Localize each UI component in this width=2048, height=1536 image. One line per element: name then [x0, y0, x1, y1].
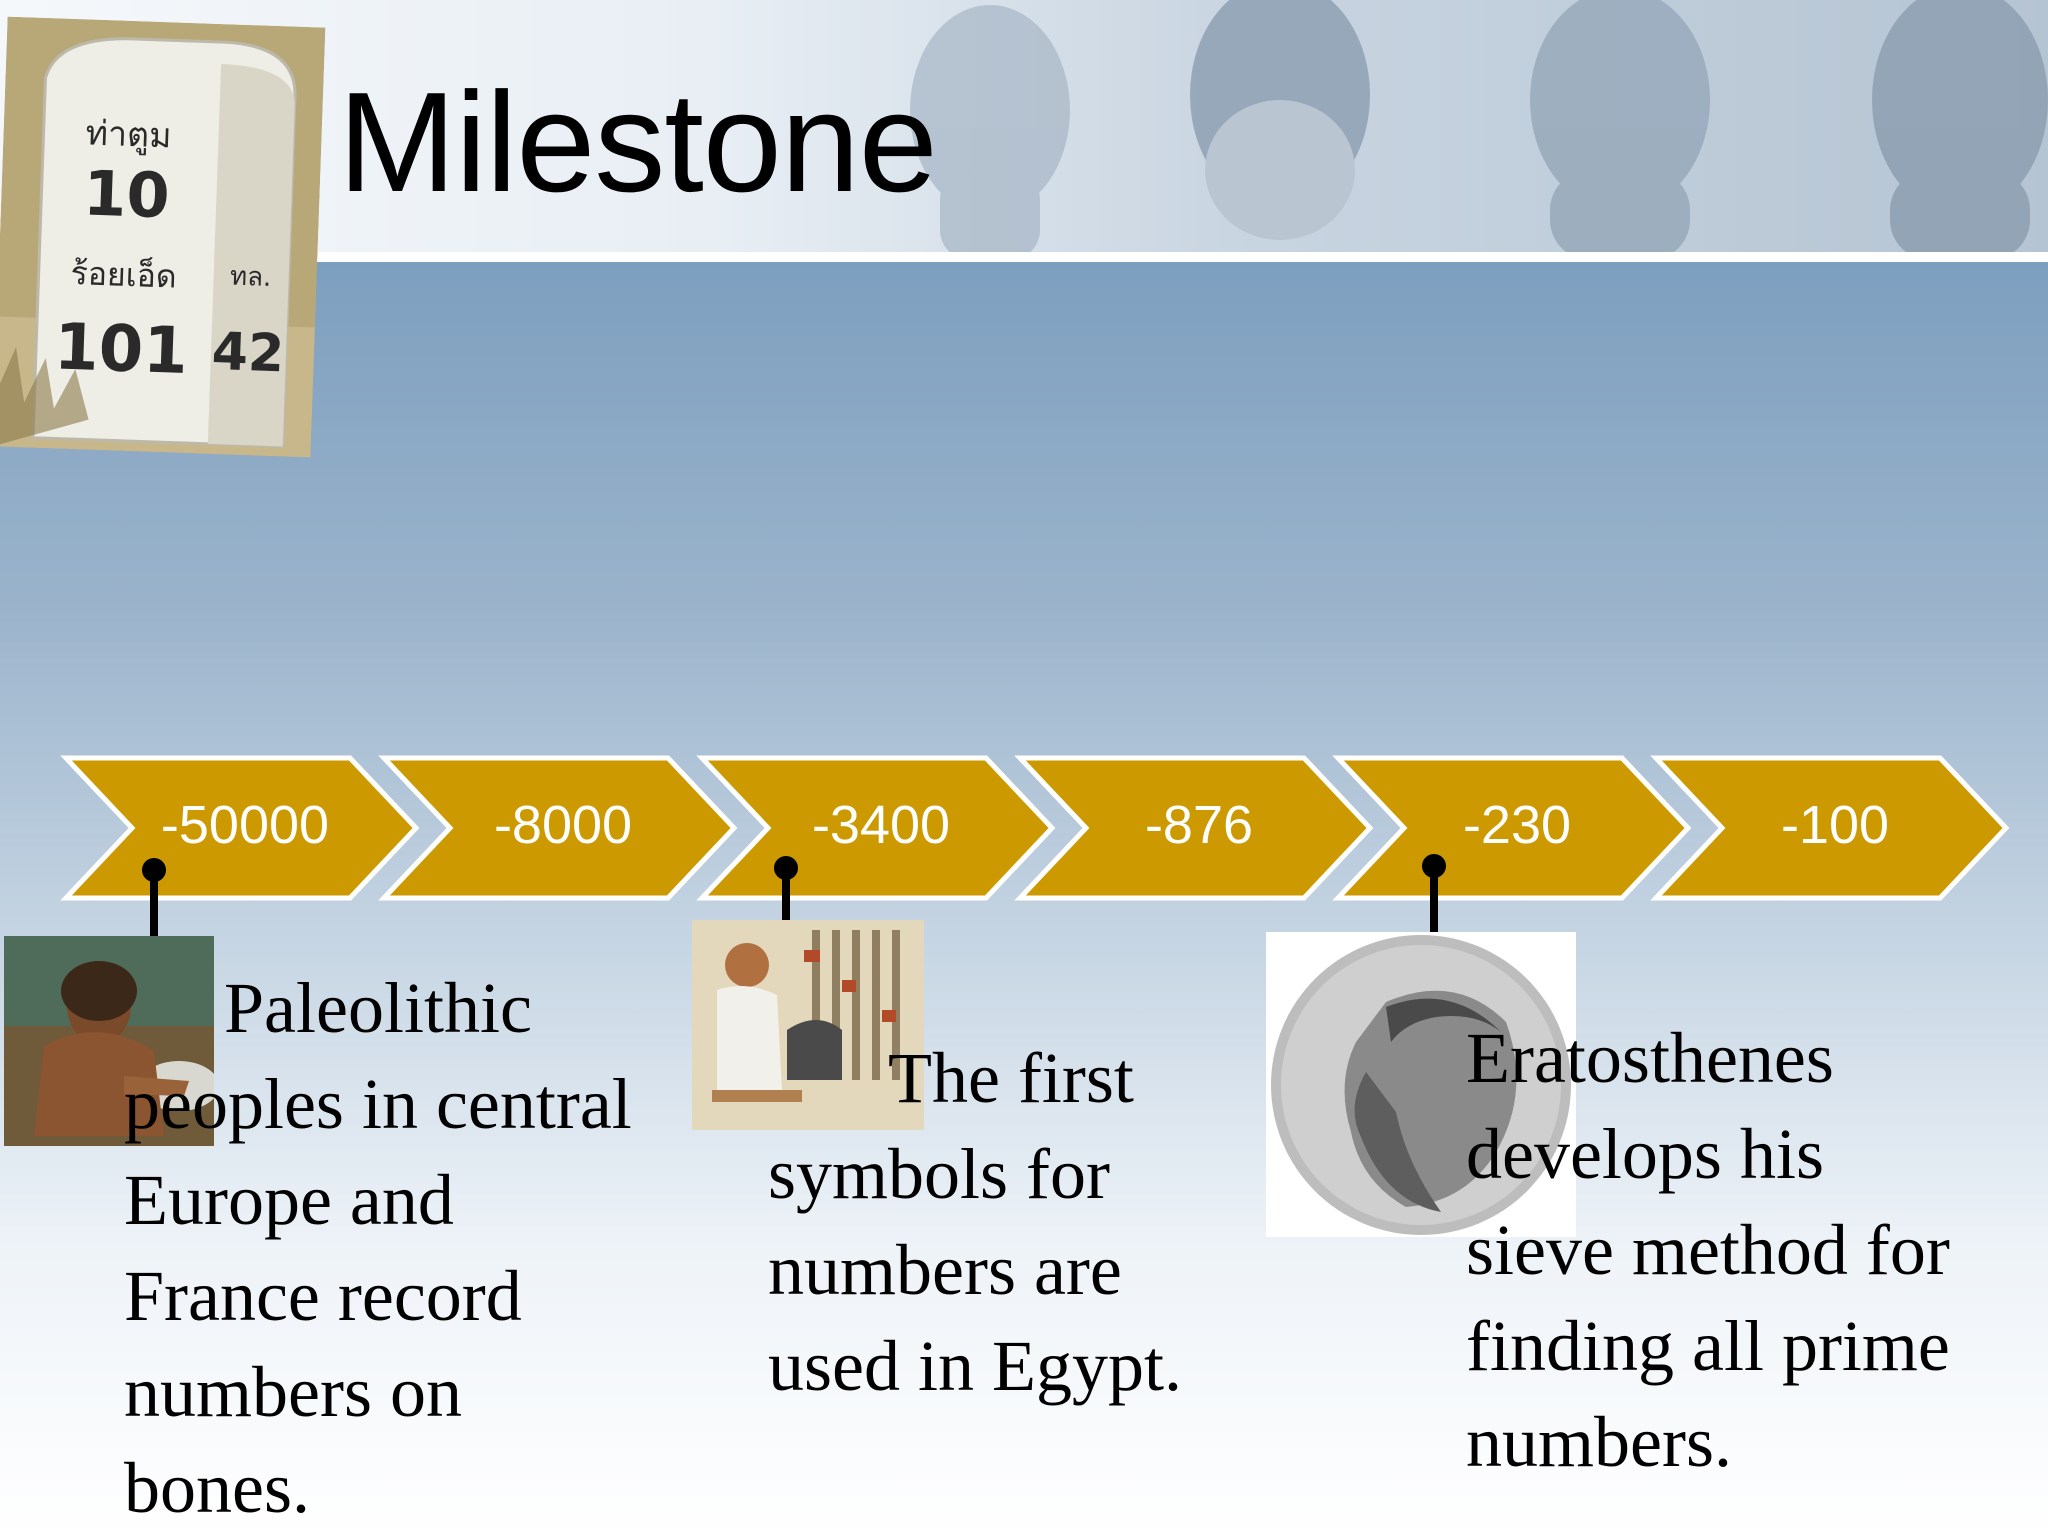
slide-title: Milestone: [338, 63, 937, 222]
svg-text:10: 10: [82, 156, 171, 233]
timeline-year-label: -876: [1144, 795, 1254, 855]
timeline-year-label: -100: [1780, 795, 1890, 855]
timeline-year-label: -3400: [811, 795, 951, 855]
timeline-year-label: -50000: [160, 795, 330, 855]
svg-text:ท่าตูม: ท่าตูม: [84, 113, 173, 157]
event-eratosthenes-text: Eratosthenes develops his sieve method for finding all prime numbers.: [1466, 1018, 1950, 1482]
timeline-connector-dot: [774, 856, 798, 880]
svg-text:42: 42: [210, 321, 286, 385]
svg-text:101: 101: [52, 310, 190, 390]
timeline-year-label: -8000: [493, 795, 633, 855]
timeline-connector-dot: [1422, 854, 1446, 878]
svg-text:ทล.: ทล.: [229, 261, 272, 293]
timeline-year-label: -230: [1462, 795, 1572, 855]
timeline-connector-dot: [142, 858, 166, 882]
svg-text:ร้อยเอ็ด: ร้อยเอ็ด: [69, 253, 178, 296]
event-egypt-text: The first symbols for numbers are used in Egypt.: [768, 1038, 1182, 1406]
event-paleolithic-text: Paleolithic peoples in central Europe and France record numbers on bones.: [124, 968, 632, 1528]
